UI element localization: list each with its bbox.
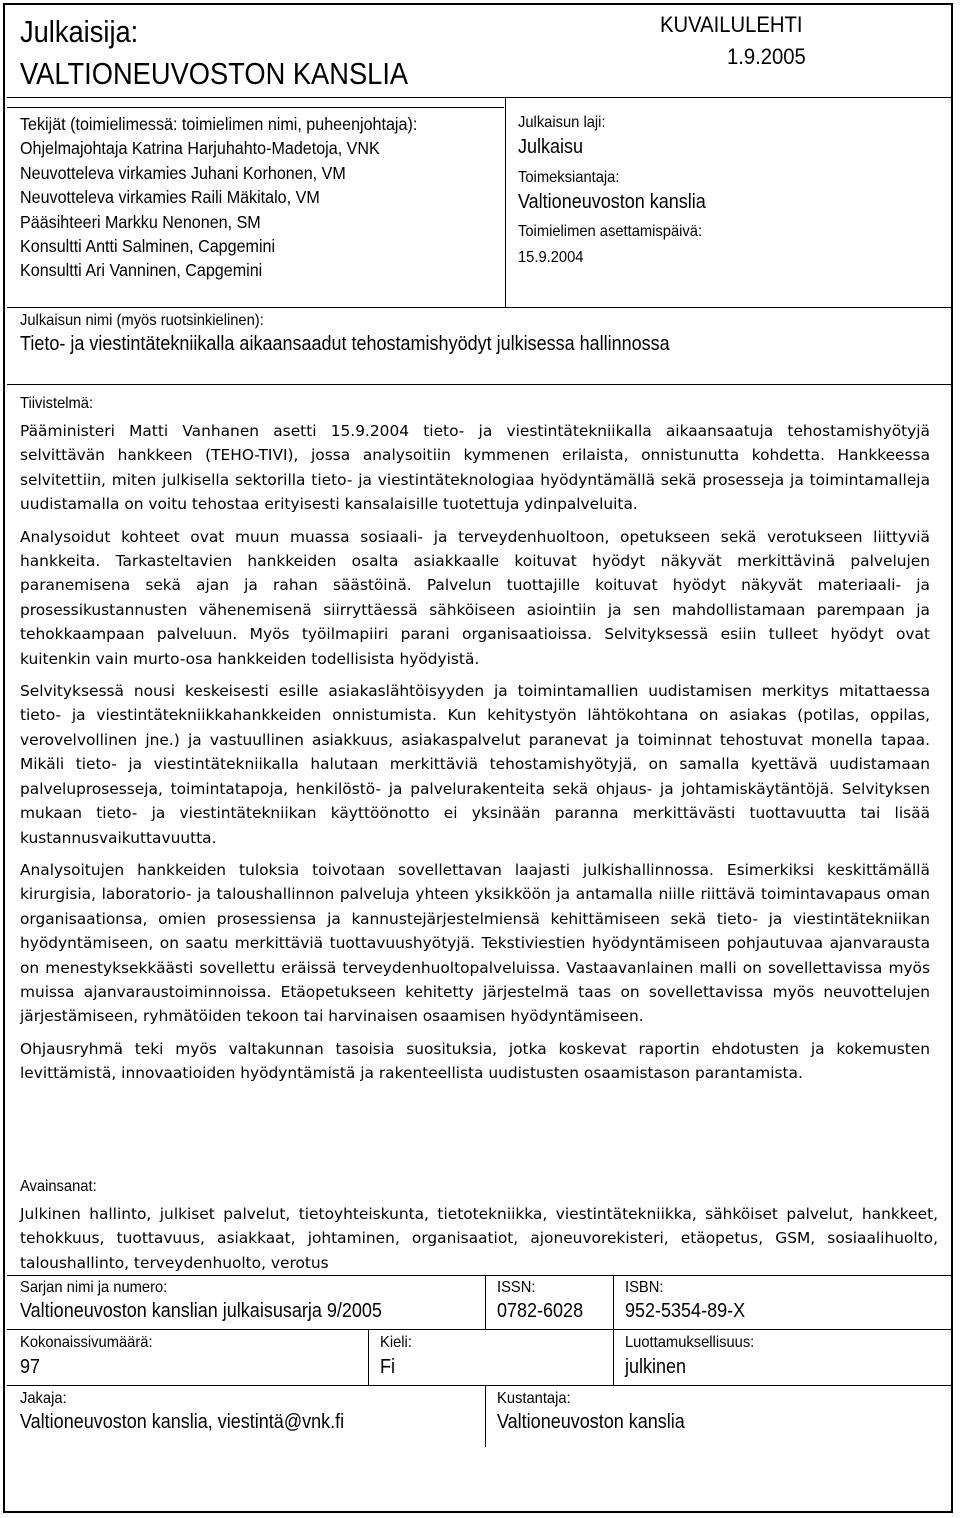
author-item: Ohjelmajohtaja Katrina Harjuhahto-Madetoja, VNK — [20, 138, 380, 159]
language-label: Kieli: — [380, 1334, 412, 1351]
pages-value: 97 — [20, 1356, 41, 1378]
publisher-label: Julkaisija: — [20, 14, 139, 49]
pub-type-label: Julkaisun laji: — [518, 114, 606, 131]
series-label: Sarjan nimi ja numero: — [20, 1279, 168, 1296]
appointed-label: Toimielimen asettamispäivä: — [518, 223, 703, 240]
abstract-text — [20, 419, 930, 1094]
authors-top-rule — [7, 107, 504, 108]
abstract-paragraph: Selvityksessä nousi keskeisesti esille asiakaslähtöisyyden ja toimintamallien uudistamisen merkitys mitattaessa tieto- ja viestintätekniikkahankkeiden onnistumista. Kun kehitystyön lähtökohtana on asiakas (potilas, oppilas, verovelvollinen jne.) ja vastuullinen asiakkuus, asiakaspalvelut paranevat ja toiminnat tehostuvat monella tapaa. Mikäli tieto- ja viestintätekniikalla halutaan merkittäviä tehostamishyötyjä, on samalla kyettävä uudistamaan palveluprosesseja, toimintatapoja, henkilöstö- ja palvelurakenteita sekä ohjaus- ja johtamiskäytäntöjä. Selvityksen mukaan tieto- ja viestintätekniikan käyttöönotto ei yksinään paranna merkittävästi tuottavuutta tai lisää kustannusvaikuttavuutta. — [20, 682, 930, 847]
pub-type-value: Julkaisu — [518, 136, 584, 158]
distributor-label: Jakaja: — [20, 1390, 67, 1407]
isbn-value: 952-5354-89-X — [625, 1300, 746, 1322]
issn-label: ISSN: — [497, 1279, 536, 1296]
language-value: Fi — [380, 1356, 396, 1378]
issn-value: 0782-6028 — [497, 1300, 584, 1322]
pub-name-value: Tieto- ja viestintätekniikalla aikaansaadut tehostamishyödyt julkisessa hallinnossa — [20, 333, 670, 355]
authors-label: Tekijät (toimielimessä: toimielimen nimi, puheenjohtaja): — [20, 114, 418, 134]
metadata-top-rule — [7, 1275, 952, 1276]
authors-block — [20, 112, 417, 283]
series-value: Valtioneuvoston kanslian julkaisusarja 9/2005 — [20, 1300, 382, 1322]
keywords-value: Julkinen hallinto, julkiset palvelut, tietoyhteiskunta, tietotekniikka, viestintätekniikka, sähköiset palvelut, hankkeet, tehokkuus, tuottavuus, asiakkaat, johtaminen, organisaatiot, ajoneuvorekisteri, etäopetus, GSM, sosiaalihuolto, taloushallinto, terveydenhuolto, verotus — [20, 1205, 938, 1272]
publisher-name: VALTIONEUVOSTON KANSLIA — [20, 56, 409, 91]
abstract-top-rule — [7, 384, 952, 385]
publisher-out-label: Kustantaja: — [497, 1390, 571, 1407]
abstract-paragraph: Analysoidut kohteet ovat muun muassa sosiaali- ja terveydenhuoltoon, opetukseen sekä verotukseen liittyviä hankkeita. Tarkasteltavien hankkeiden osalta asiakkaalle koituvat hyödyt näkyvät merkittävinä palvelujen paranemisena sekä ajan ja rahan säästöinä. Palvelun tuottajille koituvat hyödyt näkyvät materiaali- ja prosessikustannusten vähenemisenä siirryttäessä sähköiseen asiointiin ja sen mahdollistamaan parempaan ja tehokkaampaan palveluun. Myös työilmapiiri parani organisaatioissa. Selvityksessä esiin tulleet hyödyt ovat kuitenkin vain murto-osa hankkeiden todellisista hyödyistä. — [20, 527, 930, 668]
abstract-label: Tiivistelmä: — [20, 395, 94, 412]
abstract-paragraph: Analysoitujen hankkeiden tuloksia toivotaan sovellettavan laajasti julkishallinnossa. Esimerkiksi keskittämällä kirurgisia, laboratorio- ja taloushallinnon palveluja yhteen yksikköön ja antamalla niille riittävä toimintavapaus oman organisaationsa, omien prosessiensa ja kannustejärjestelmiensä kehittämiseen sekä tieto- ja viestintätekniikan hyödyntämiseen, on saatu merkittäviä tuottavuushyötyjä. Tekstiviestien hyödyntämiseen pohjautuvaa ajanvarausta on menestyksekkäästi sovellettu eräissä terveydenhuoltopalveluissa. Vastaavanlainen malli on sovellettavissa myös muissa ajanvaraustoiminnoissa. Etäopetukseen kehitetty järjestelmä taas on sovellettavissa myös neuvottelujen järjestämiseen, ryhmätöiden tekoon tai harvinaisen osaamisen hyödyntämiseen. — [20, 860, 930, 1026]
grid-divider — [485, 1275, 486, 1329]
author-item: Pääsihteeri Markku Nenonen, SM — [20, 211, 261, 232]
keywords-label: Avainsanat: — [20, 1178, 97, 1195]
grid-divider — [613, 1275, 614, 1385]
appointed-value: 15.9.2004 — [518, 249, 584, 266]
header-vertical-divider — [505, 97, 506, 307]
distributor-value: Valtioneuvoston kanslia, viestintä@vnk.fi — [20, 1411, 345, 1433]
abstract-paragraph: Pääministeri Matti Vanhanen asetti 15.9.2004 tieto- ja viestintätekniikalla aikaansaatuja tehostamishyötyjä selvittävän hankkeen (TEHO-TIVI), jossa analysoitiin kymmenen erilaista, onnistunutta kohdetta. Hankkeessa selvitettiin, miten julkisella sektorilla tieto- ja viestintäteknologiaa hyödyntämällä sekä prosesseja ja toimintamalleja uudistamalla on voitu tehostaa erityisesti kansalaisille tuotettuja ydinpalveluita. — [20, 422, 930, 514]
author-item: Neuvotteleva virkamies Juhani Korhonen, VM — [20, 162, 346, 183]
confidentiality-value: julkinen — [625, 1356, 687, 1378]
document-date: 1.9.2005 — [727, 44, 806, 69]
grid-row-rule — [7, 1329, 952, 1330]
author-item: Konsultti Antti Salminen, Capgemini — [20, 236, 276, 257]
commissioner-label: Toimeksiantaja: — [518, 169, 620, 186]
pub-name-label: Julkaisun nimi (myös ruotsinkielinen): — [20, 312, 264, 329]
isbn-label: ISBN: — [625, 1279, 664, 1296]
document-type: KUVAILULEHTI — [660, 12, 803, 37]
grid-divider — [368, 1329, 369, 1385]
author-item: Neuvotteleva virkamies Raili Mäkitalo, VM — [20, 187, 320, 208]
confidentiality-label: Luottamuksellisuus: — [625, 1334, 755, 1351]
header-divider — [7, 97, 952, 98]
pages-label: Kokonaissivumäärä: — [20, 1334, 153, 1351]
publisher-out-value: Valtioneuvoston kanslia — [497, 1411, 685, 1433]
title-top-rule — [7, 307, 952, 308]
commissioner-value: Valtioneuvoston kanslia — [518, 191, 706, 213]
author-item: Konsultti Ari Vanninen, Capgemini — [20, 260, 263, 281]
grid-divider — [485, 1385, 486, 1447]
grid-row-rule — [7, 1385, 952, 1386]
abstract-paragraph: Ohjausryhmä teki myös valtakunnan tasoisia suosituksia, jotka koskevat raportin ehdotusten ja kokemusten levittämistä, innovaatioiden hyödyntämistä ja rakenteellista uudistusten osaamistason parantamista. — [20, 1039, 930, 1083]
